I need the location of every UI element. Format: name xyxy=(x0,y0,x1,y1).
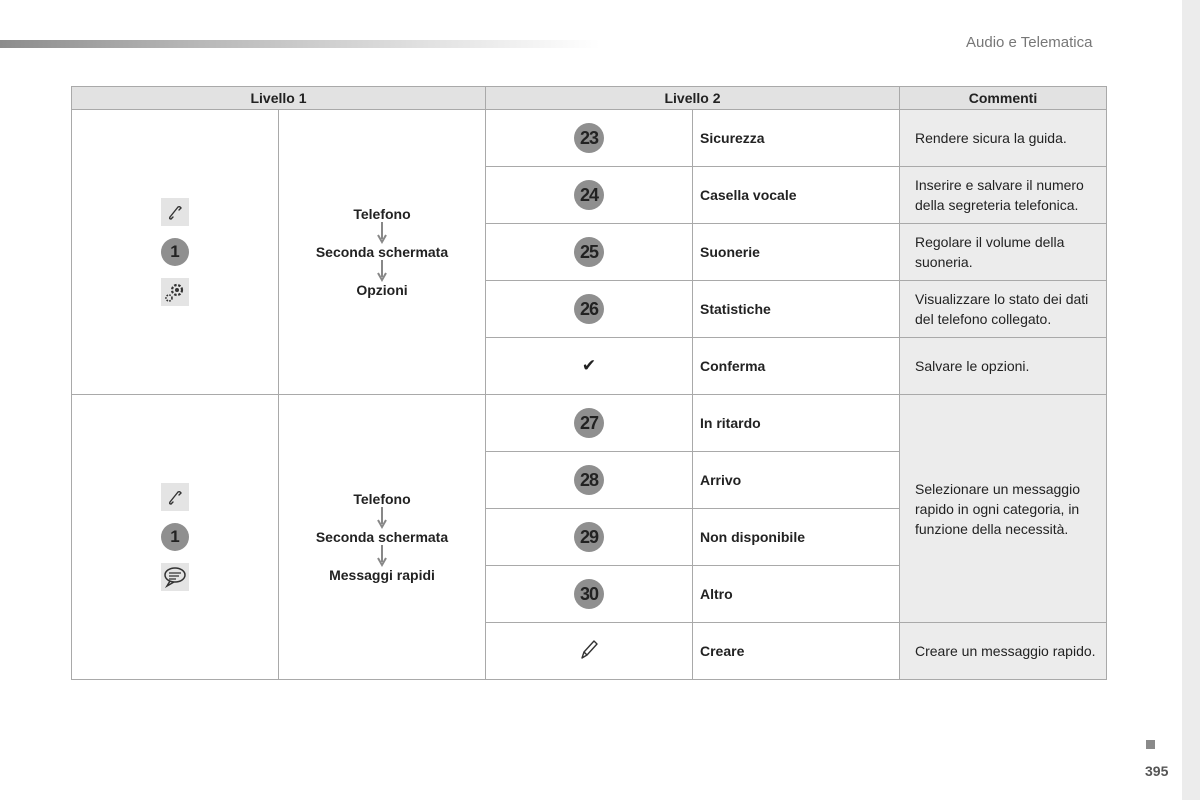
table-row xyxy=(72,110,1107,167)
row-label: Altro xyxy=(693,566,900,623)
header-livello-1: Livello 1 xyxy=(72,87,486,110)
row-badge-cell xyxy=(486,509,693,566)
table-row xyxy=(72,395,1107,452)
step-number-badge: 1 xyxy=(161,238,189,266)
row-label: Suonerie xyxy=(693,224,900,281)
path-telefono: Telefono xyxy=(353,206,411,222)
arrow-down-icon xyxy=(377,507,387,529)
checkmark-icon: ✔ xyxy=(581,356,597,375)
item-number-badge: 29 xyxy=(574,522,604,552)
group1-icons xyxy=(72,110,279,395)
row-comment: Inserire e salvare il numero della segreteria telefonica. xyxy=(900,167,1107,224)
pencil-icon xyxy=(579,648,599,664)
row-comment: Visualizzare lo stato dei dati del telefono collegato. xyxy=(900,281,1107,338)
item-number-badge: 26 xyxy=(574,294,604,324)
path-opzioni: Opzioni xyxy=(356,282,408,298)
item-number-badge: 30 xyxy=(574,579,604,609)
page-edge-strip xyxy=(1182,0,1200,800)
shared-comment: Selezionare un messaggio rapido in ogni categoria, in funzione della necessità. xyxy=(900,395,1107,623)
path-messaggi-rapidi: Messaggi rapidi xyxy=(329,567,435,583)
arrow-down-icon xyxy=(377,260,387,282)
phone-icon xyxy=(161,483,189,511)
row-label: Conferma xyxy=(693,338,900,395)
row-badge-cell xyxy=(486,110,693,167)
row-badge-cell xyxy=(486,167,693,224)
arrow-down-icon xyxy=(377,545,387,567)
row-badge-cell xyxy=(486,452,693,509)
page-number: 395 xyxy=(1145,763,1169,779)
row-badge-cell xyxy=(486,281,693,338)
row-label: Creare xyxy=(693,623,900,680)
item-number-badge: 27 xyxy=(574,408,604,438)
phone-icon xyxy=(161,198,189,226)
row-badge-cell xyxy=(486,338,693,395)
row-label: Statistiche xyxy=(693,281,900,338)
item-number-badge: 24 xyxy=(574,180,604,210)
row-badge-cell xyxy=(486,224,693,281)
menu-table xyxy=(71,86,1107,680)
header-commenti: Commenti xyxy=(900,87,1107,110)
row-label: Casella vocale xyxy=(693,167,900,224)
path-telefono: Telefono xyxy=(353,491,411,507)
arrow-down-icon xyxy=(377,222,387,244)
row-label: Non disponibile xyxy=(693,509,900,566)
speech-bubble-icon xyxy=(161,563,189,591)
row-badge-cell xyxy=(486,566,693,623)
group2-icons xyxy=(72,395,279,680)
row-badge-cell xyxy=(486,623,693,680)
row-label: Arrivo xyxy=(693,452,900,509)
row-comment: Salvare le opzioni. xyxy=(900,338,1107,395)
step-number-badge: 1 xyxy=(161,523,189,551)
path-seconda-schermata: Seconda schermata xyxy=(315,244,449,260)
header-gradient-bar xyxy=(0,40,600,48)
item-number-badge: 28 xyxy=(574,465,604,495)
row-comment: Rendere sicura la guida. xyxy=(900,110,1107,167)
page-marker xyxy=(1146,740,1155,749)
settings-gear-icon xyxy=(161,278,189,306)
row-label: Sicurezza xyxy=(693,110,900,167)
header-livello-2: Livello 2 xyxy=(486,87,900,110)
row-label: In ritardo xyxy=(693,395,900,452)
group1-path xyxy=(279,110,486,395)
item-number-badge: 23 xyxy=(574,123,604,153)
item-number-badge: 25 xyxy=(574,237,604,267)
row-comment: Creare un messaggio rapido. xyxy=(900,623,1107,680)
row-comment: Regolare il volume della suoneria. xyxy=(900,224,1107,281)
group2-path xyxy=(279,395,486,680)
table-header-row xyxy=(72,87,1107,110)
path-seconda-schermata: Seconda schermata xyxy=(315,529,449,545)
section-title: Audio e Telematica xyxy=(966,34,1093,51)
row-badge-cell xyxy=(486,395,693,452)
